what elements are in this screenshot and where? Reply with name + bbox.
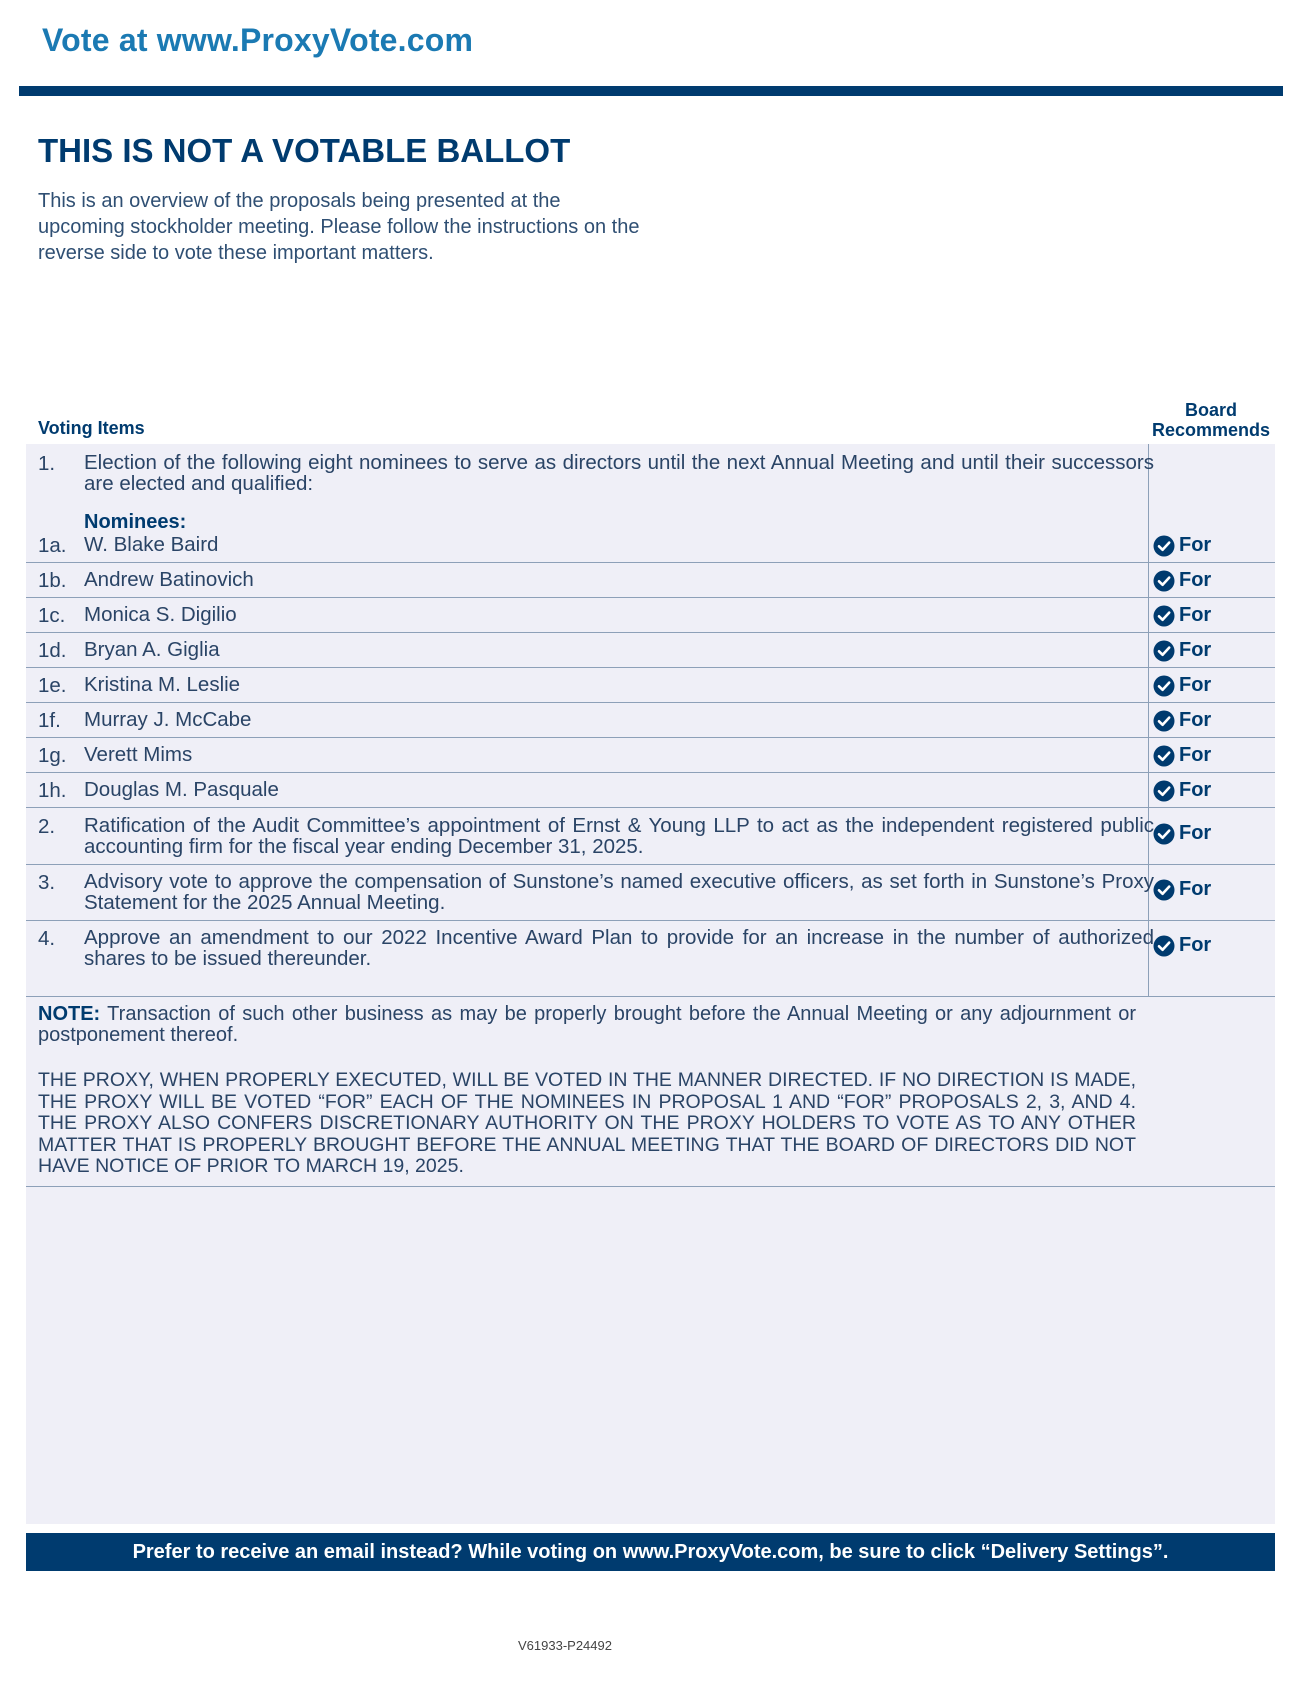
check-circle-icon [1153, 935, 1175, 957]
row-divider [26, 597, 1275, 598]
board-recommendation [1153, 639, 1211, 662]
board-recommendation [1153, 709, 1211, 732]
row-divider [26, 562, 1275, 563]
nominee-number: 1a. [38, 534, 67, 557]
voting-items-header: Voting Items [38, 418, 145, 438]
nominee-number: 1b. [38, 569, 67, 592]
recommendation-label: For [1179, 709, 1212, 731]
check-circle-icon [1153, 710, 1175, 732]
check-circle-icon [1153, 879, 1175, 901]
intro-paragraph: This is an overview of the proposals being presented at the upcoming stockholder meeting. Please follow the instructions on the reverse side to vote these important matters. [38, 190, 640, 264]
nominee-number: 1h. [38, 779, 67, 802]
proposal-text: Ratification of the Audit Committee’s appointment of Ernst & Young LLP to act as the independent registered public accounting firm for the fiscal year ending December 31, 2025. [84, 814, 1154, 858]
document-code: V61933-P24492 [518, 1638, 612, 1653]
nominee-number: 1f. [38, 709, 61, 732]
nominee-name: Douglas M. Pasquale [84, 778, 279, 801]
row-divider [26, 1186, 1275, 1187]
note-label: NOTE: [38, 1003, 101, 1025]
board-recommendation [1153, 779, 1211, 802]
nominees-label: Nominees: [84, 511, 187, 533]
check-circle-icon [1153, 675, 1175, 697]
proposal-number: 3. [38, 871, 56, 894]
row-divider [26, 632, 1275, 633]
proposal-number: 4. [38, 927, 56, 950]
check-circle-icon [1153, 640, 1175, 662]
check-circle-icon [1153, 535, 1175, 557]
recommendation-label: For [1179, 822, 1212, 844]
nominee-name: Verett Mims [84, 743, 193, 766]
proposal-text: Election of the following eight nominees to serve as directors until the next Annual Meeting and until their successors are elected and qualified: [84, 451, 1154, 495]
proxyvote-link[interactable]: Vote at www.ProxyVote.com [42, 22, 474, 58]
recommendation-label: For [1179, 934, 1212, 956]
nominee-name: Bryan A. Giglia [84, 638, 220, 661]
board-recommendation [1153, 534, 1211, 557]
board-recommendation [1153, 822, 1211, 845]
recommendation-label: For [1179, 639, 1212, 661]
page-title: THIS IS NOT A VOTABLE BALLOT [38, 132, 571, 169]
note-text: Transaction of such other business as may be properly brought before the Annual Meeting or any adjournment or postponement thereof. [38, 1003, 1136, 1046]
check-circle-icon [1153, 823, 1175, 845]
recommendation-label: For [1179, 878, 1212, 900]
recommendation-label: For [1179, 674, 1212, 696]
check-circle-icon [1153, 570, 1175, 592]
recommendation-label: For [1179, 779, 1212, 801]
delivery-settings-banner: Prefer to receive an email instead? While voting on www.ProxyVote.com, be sure to click “Delivery Settings”. [26, 1533, 1275, 1571]
check-circle-icon [1153, 605, 1175, 627]
row-divider [26, 920, 1275, 921]
recommendation-label: For [1179, 744, 1212, 766]
nominee-number: 1g. [38, 744, 67, 767]
row-divider [26, 702, 1275, 703]
board-recommends-header [1146, 400, 1276, 440]
recommendation-label: For [1179, 604, 1212, 626]
recommendation-label: For [1179, 569, 1212, 591]
nominee-name: Monica S. Digilio [84, 603, 237, 626]
nominee-number: 1d. [38, 639, 67, 662]
board-recommends-line2: Recommends [1151, 420, 1271, 440]
nominee-number: 1c. [38, 604, 66, 627]
proxy-legal-text: THE PROXY, WHEN PROPERLY EXECUTED, WILL BE VOTED IN THE MANNER DIRECTED. IF NO DIRECTION IS MADE, THE PROXY WILL BE VOTED “FOR” EACH OF THE NOMINEES IN PROPOSAL 1 AND “FOR” PROPOSALS 2, 3, AND 4. THE PROXY ALSO CONFERS DISCRETIONARY AUTHORITY ON THE PROXY HOLDERS TO VOTE AS TO ANY OTHER MATTER THAT IS PROPERLY BROUGHT BEFORE THE ANNUAL MEETING THAT THE BOARD OF DIRECTORS DID NOT HAVE NOTICE OF PRIOR TO MARCH 19, 2025. [38, 1069, 1136, 1177]
header-divider [19, 86, 1283, 96]
row-divider [26, 737, 1275, 738]
proposal-number: 2. [38, 815, 56, 838]
nominee-name: Murray J. McCabe [84, 708, 252, 731]
nominee-name: Andrew Batinovich [84, 568, 254, 591]
nominee-name: W. Blake Baird [84, 533, 219, 556]
check-circle-icon [1153, 780, 1175, 802]
board-recommendation [1153, 604, 1211, 627]
board-recommendation [1153, 744, 1211, 767]
board-recommendation [1153, 569, 1211, 592]
row-divider [26, 807, 1275, 808]
board-recommendation [1153, 934, 1211, 957]
board-recommends-line1: Board [1184, 400, 1237, 420]
proposal-number: 1. [38, 452, 56, 475]
proposal-text: Approve an amendment to our 2022 Incentive Award Plan to provide for an increase in the number of authorized shares to be issued thereunder. [84, 926, 1154, 970]
check-circle-icon [1153, 745, 1175, 767]
row-divider [26, 667, 1275, 668]
nominee-number: 1e. [38, 674, 67, 697]
board-recommendation [1153, 674, 1211, 697]
proposal-text: Advisory vote to approve the compensation of Sunstone’s named executive officers, as set forth in Sunstone’s Proxy Statement for the 2025 Annual Meeting. [84, 870, 1154, 914]
row-divider [26, 996, 1275, 997]
nominee-name: Kristina M. Leslie [84, 673, 241, 696]
row-divider [26, 864, 1275, 865]
recommendation-label: For [1179, 534, 1212, 556]
row-divider [26, 772, 1275, 773]
note-paragraph [38, 1004, 1136, 1046]
board-recommendation [1153, 878, 1211, 901]
